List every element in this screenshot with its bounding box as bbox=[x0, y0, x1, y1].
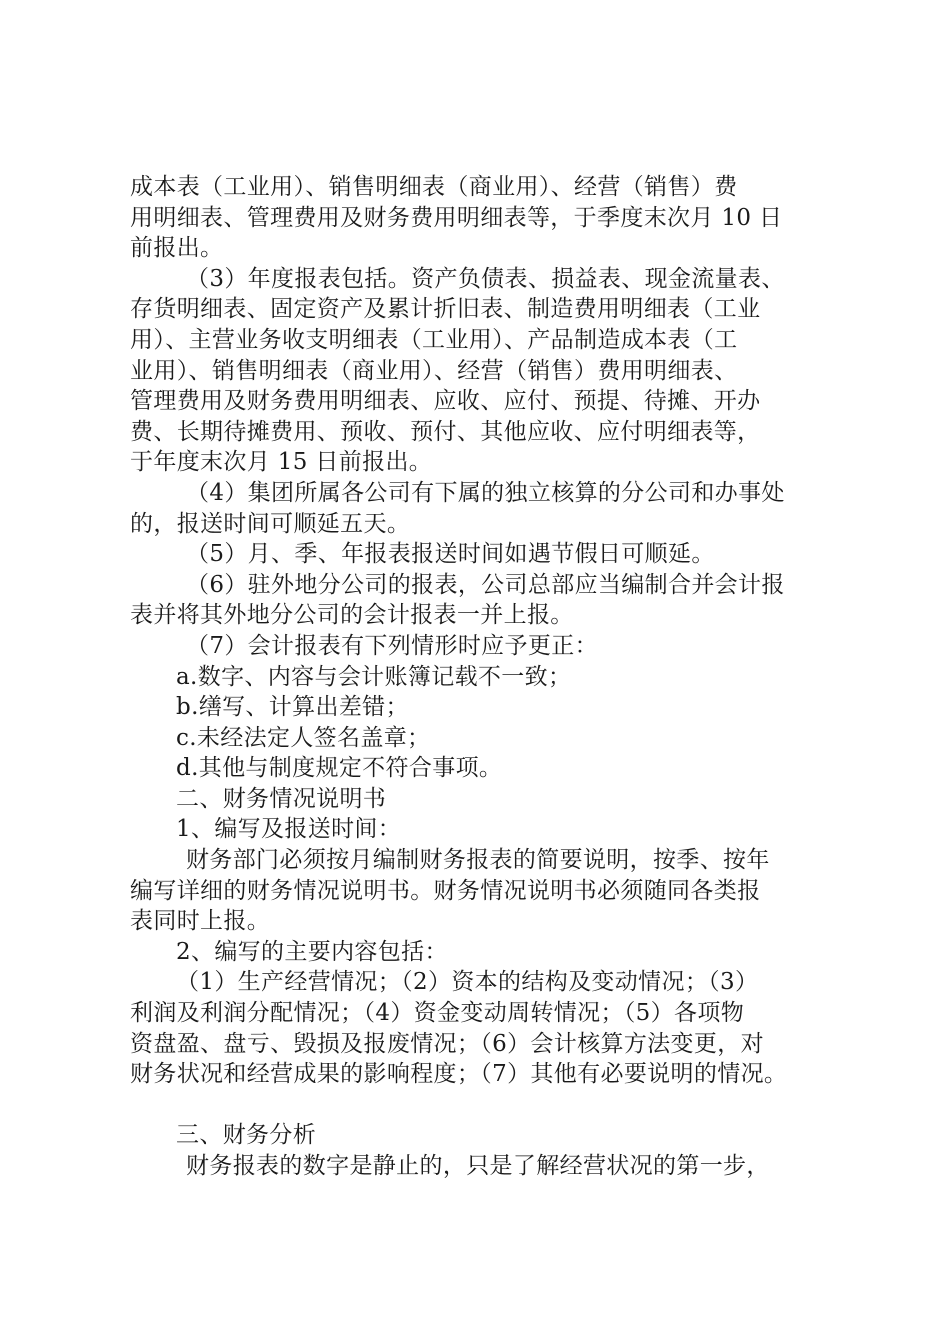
paragraph-line: （7）会计报表有下列情形时应予更正： bbox=[186, 632, 598, 659]
paragraph-line: 表并将其外地分公司的会计报表一并上报。 bbox=[130, 602, 574, 629]
paragraph-line: 的，报送时间可顺延五天。 bbox=[130, 510, 411, 537]
list-item-line: a.数字、内容与会计账簿记载不一致； bbox=[176, 663, 572, 690]
paragraph-line: 资盘盈、盘亏、毁损及报废情况；（6）会计核算方法变更，对 bbox=[130, 1030, 764, 1057]
paragraph-line: 财务部门必须按月编制财务报表的简要说明，按季、按年 bbox=[186, 847, 770, 874]
subsection-heading: 1、编写及报送时间： bbox=[176, 816, 402, 843]
paragraph-line: 用明细表、管理费用及财务费用明细表等，于季度末次月 10 日 bbox=[130, 204, 783, 231]
list-item-line: d.其他与制度规定不符合事项。 bbox=[176, 755, 503, 782]
paragraph-line: 存货明细表、固定资产及累计折旧表、制造费用明细表（工业 bbox=[130, 296, 761, 323]
paragraph-line: （3）年度报表包括。资产负债表、损益表、现金流量表、 bbox=[186, 265, 785, 292]
paragraph-line: 编写详细的财务情况说明书。财务情况说明书必须随同各类报 bbox=[130, 877, 761, 904]
paragraph-line: 财务报表的数字是静止的，只是了解经营状况的第一步， bbox=[186, 1153, 770, 1179]
paragraph-line: 用）、主营业务收支明细表（工业用）、产品制造成本表（工 bbox=[130, 326, 738, 353]
paragraph-line: 利润及利润分配情况；（4）资金变动周转情况；（5）各项物 bbox=[130, 1000, 745, 1027]
blank-line bbox=[130, 1090, 850, 1121]
paragraph-line: （6）驻外地分公司的报表，公司总部应当编制合并会计报 bbox=[186, 571, 785, 598]
paragraph-line: （4）集团所属各公司有下属的独立核算的分公司和办事处 bbox=[186, 479, 785, 506]
section-heading: 二、财务情况说明书 bbox=[176, 785, 387, 812]
paragraph-line: 前报出。 bbox=[130, 235, 224, 262]
paragraph-line: 管理费用及财务费用明细表、应收、应付、预提、待摊、开办 bbox=[130, 388, 761, 415]
paragraph-line: 财务状况和经营成果的影响程度；（7）其他有必要说明的情况。 bbox=[130, 1061, 788, 1088]
document-body bbox=[130, 172, 850, 1182]
paragraph-line: 表同时上报。 bbox=[130, 908, 271, 935]
list-item-line: b.缮写、计算出差错； bbox=[176, 694, 409, 721]
list-item-line: c.未经法定人签名盖章； bbox=[176, 724, 431, 751]
subsection-heading: 2、编写的主要内容包括： bbox=[176, 938, 448, 965]
paragraph-line: 成本表（工业用）、销售明细表（商业用）、经营（销售）费 bbox=[130, 174, 738, 200]
paragraph-line: 费、长期待摊费用、预收、预付、其他应收、应付明细表等， bbox=[130, 418, 761, 445]
paragraph-line: （1）生产经营情况；（2）资本的结构及变动情况；（3） bbox=[176, 969, 759, 996]
paragraph-line: 于年度末次月 15 日前报出。 bbox=[130, 449, 433, 476]
section-heading: 三、财务分析 bbox=[176, 1122, 317, 1149]
paragraph-line: 业用）、销售明细表（商业用）、经营（销售）费用明细表、 bbox=[130, 357, 738, 384]
paragraph-line: （5）月、季、年报表报送时间如遇节假日可顺延。 bbox=[186, 541, 715, 568]
